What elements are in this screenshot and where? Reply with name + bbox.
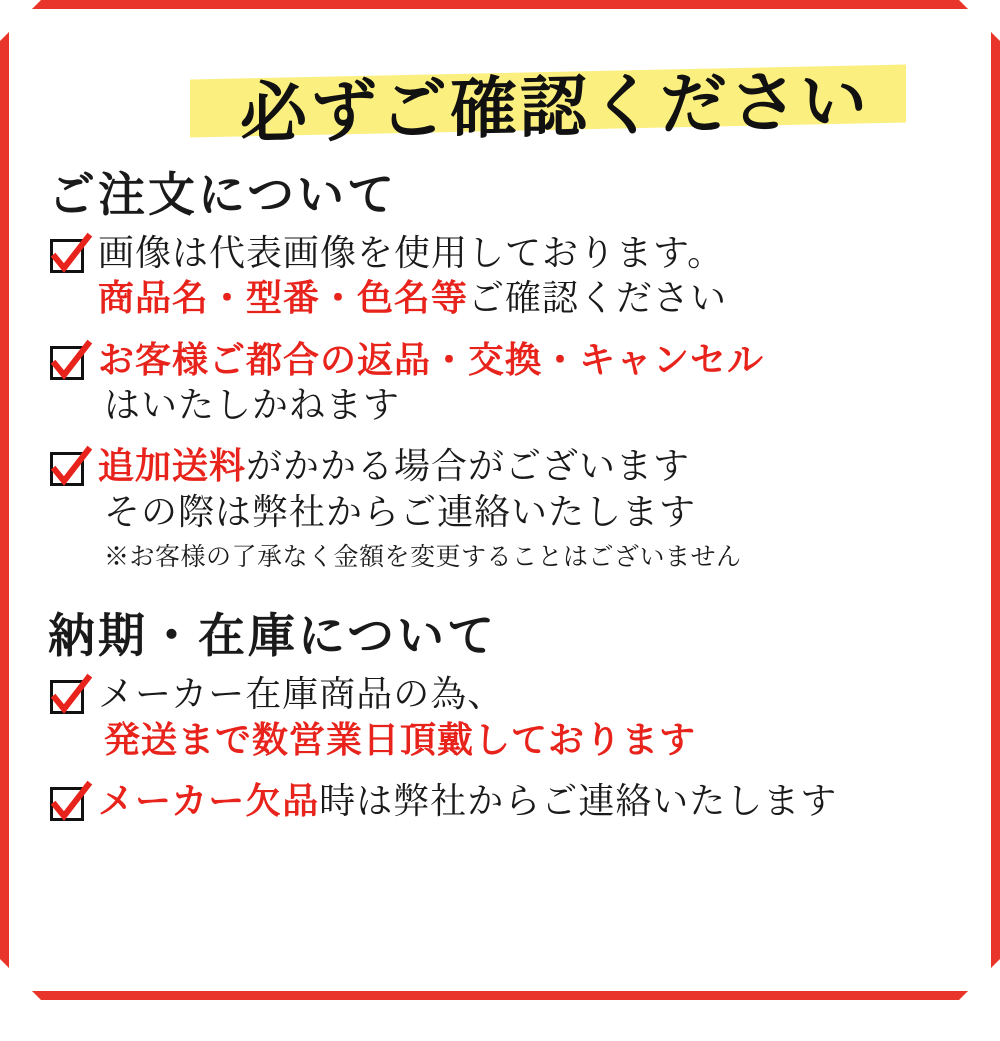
checkmark-icon xyxy=(48,676,90,718)
item-line-2-red: 発送まで数営業日頂戴しております xyxy=(104,718,697,761)
item-note: ※お客様の了承なく金額を変更することはございません xyxy=(104,542,742,572)
item-line-1: メーカー在庫商品の為、 xyxy=(98,674,505,716)
item-line-1-black: がかかる場合がございます xyxy=(246,446,691,488)
list-item xyxy=(48,231,960,322)
item-line-1-red: メーカー欠品 xyxy=(98,779,320,822)
list-item xyxy=(48,338,960,429)
list-item-text xyxy=(98,672,960,763)
checkmark-icon xyxy=(48,342,90,384)
list-item-text xyxy=(98,444,960,573)
list-item xyxy=(48,779,960,825)
item-line-1-red: 追加送料 xyxy=(98,445,247,488)
page-title: 必ずご確認ください xyxy=(240,60,870,153)
section-heading-orders: ご注文について xyxy=(48,168,398,223)
list-item-text xyxy=(98,779,960,824)
list-item-text xyxy=(98,231,960,322)
checkmark-icon xyxy=(48,235,90,277)
section-heading-delivery: 納期・在庫について xyxy=(48,609,498,665)
title-banner xyxy=(50,34,960,153)
checkmark-icon xyxy=(48,448,90,490)
item-line-2-red: 商品名・型番・色名等 xyxy=(98,277,469,320)
list-item-text xyxy=(98,338,960,429)
item-line-1-red: お客様ご都合の返品・交換・キャンセル xyxy=(98,338,765,381)
list-item xyxy=(48,444,960,573)
item-line-1-black: 時は弊社からご連絡いたします xyxy=(319,780,838,822)
item-line-1: 画像は代表画像を使用しております。 xyxy=(98,233,725,274)
item-line-2-black: ご確認ください xyxy=(468,278,728,320)
checkmark-icon xyxy=(48,783,90,825)
item-line-2: はいたしかねます xyxy=(104,385,401,427)
list-item xyxy=(48,672,960,763)
item-line-2: その際は弊社からご連絡いたします xyxy=(104,491,697,533)
